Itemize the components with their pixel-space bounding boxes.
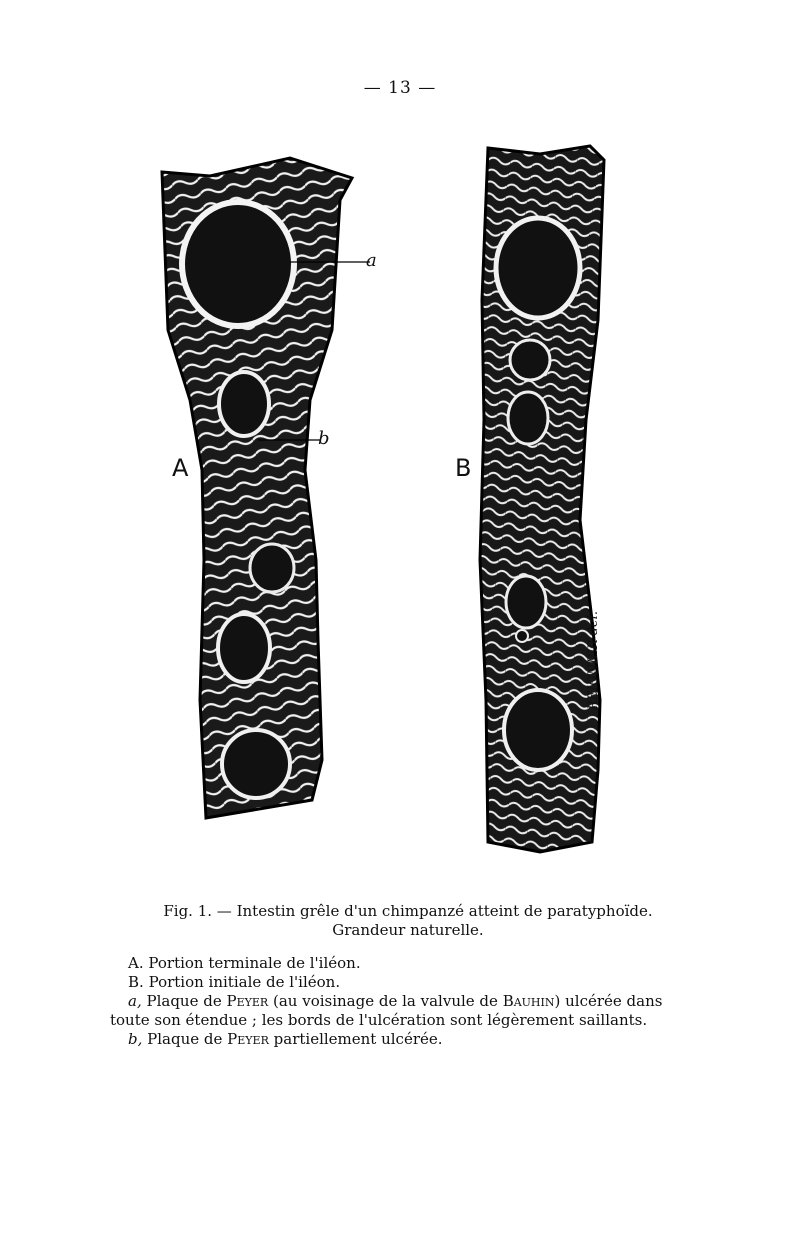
ulcer-b1 — [496, 218, 580, 318]
caption-fig-number: Fig. 1. — — [163, 902, 232, 920]
page-number: — 13 — — [363, 78, 437, 98]
specimen-a — [162, 158, 370, 818]
caption-title — [128, 902, 688, 921]
ulcer-a2 — [219, 372, 269, 436]
caption-title-text: Intestin grêle d'un chimpanzé atteint de paratyphoïde. — [236, 902, 653, 920]
legend-key: A. — [128, 954, 144, 972]
ulcer-b2 — [510, 340, 550, 380]
panel-a-label: A — [172, 454, 189, 482]
caption-subtitle: Grandeur naturelle. — [332, 921, 484, 939]
artist-signature: REIGNIER del. — [586, 610, 601, 710]
legend-text: Portion initiale de l'iléon. — [148, 973, 341, 991]
ulcer-b6 — [504, 690, 572, 770]
ulcer-a4 — [218, 614, 270, 682]
note-a-name-bauhin: Bauhin — [502, 992, 555, 1010]
ulcer-b3 — [508, 392, 548, 444]
note-b-name-peyer: Peyer — [227, 1030, 269, 1048]
figure-caption — [110, 902, 688, 1049]
legend-key: B. — [128, 973, 144, 991]
callout-label-a: a — [366, 250, 377, 271]
ulcer-a5 — [222, 730, 290, 798]
ulcer-a3 — [250, 544, 294, 592]
ulcer-b5 — [516, 630, 528, 642]
note-b-key: b, — [128, 1030, 143, 1048]
note-b-pre: Plaque de — [147, 1030, 223, 1048]
note-a-key: a, — [128, 992, 142, 1010]
caption-legend — [110, 954, 688, 1049]
ulcer-b4 — [506, 576, 546, 628]
note-a — [128, 992, 688, 1011]
note-a-continued: toute son étendue ; les bords de l'ulcération sont légèrement saillants. — [110, 1011, 648, 1029]
legend-text: Portion terminale de l'iléon. — [148, 954, 361, 972]
callout-label-b: b — [318, 428, 330, 449]
specimen-b — [480, 146, 604, 852]
note-b — [128, 1030, 688, 1049]
legend-item — [128, 973, 688, 992]
note-a-mid: (au voisinage de la valvule de — [273, 992, 498, 1010]
legend-item — [128, 954, 688, 973]
note-a-name-peyer: Peyer — [226, 992, 269, 1010]
note-a-post: ) ulcérée dans — [554, 992, 663, 1010]
note-b-post: partiellement ulcérée. — [273, 1030, 443, 1048]
note-a-pre: Plaque de — [146, 992, 222, 1010]
panel-b-label: B — [455, 454, 472, 482]
ulcer-a1 — [182, 202, 294, 326]
